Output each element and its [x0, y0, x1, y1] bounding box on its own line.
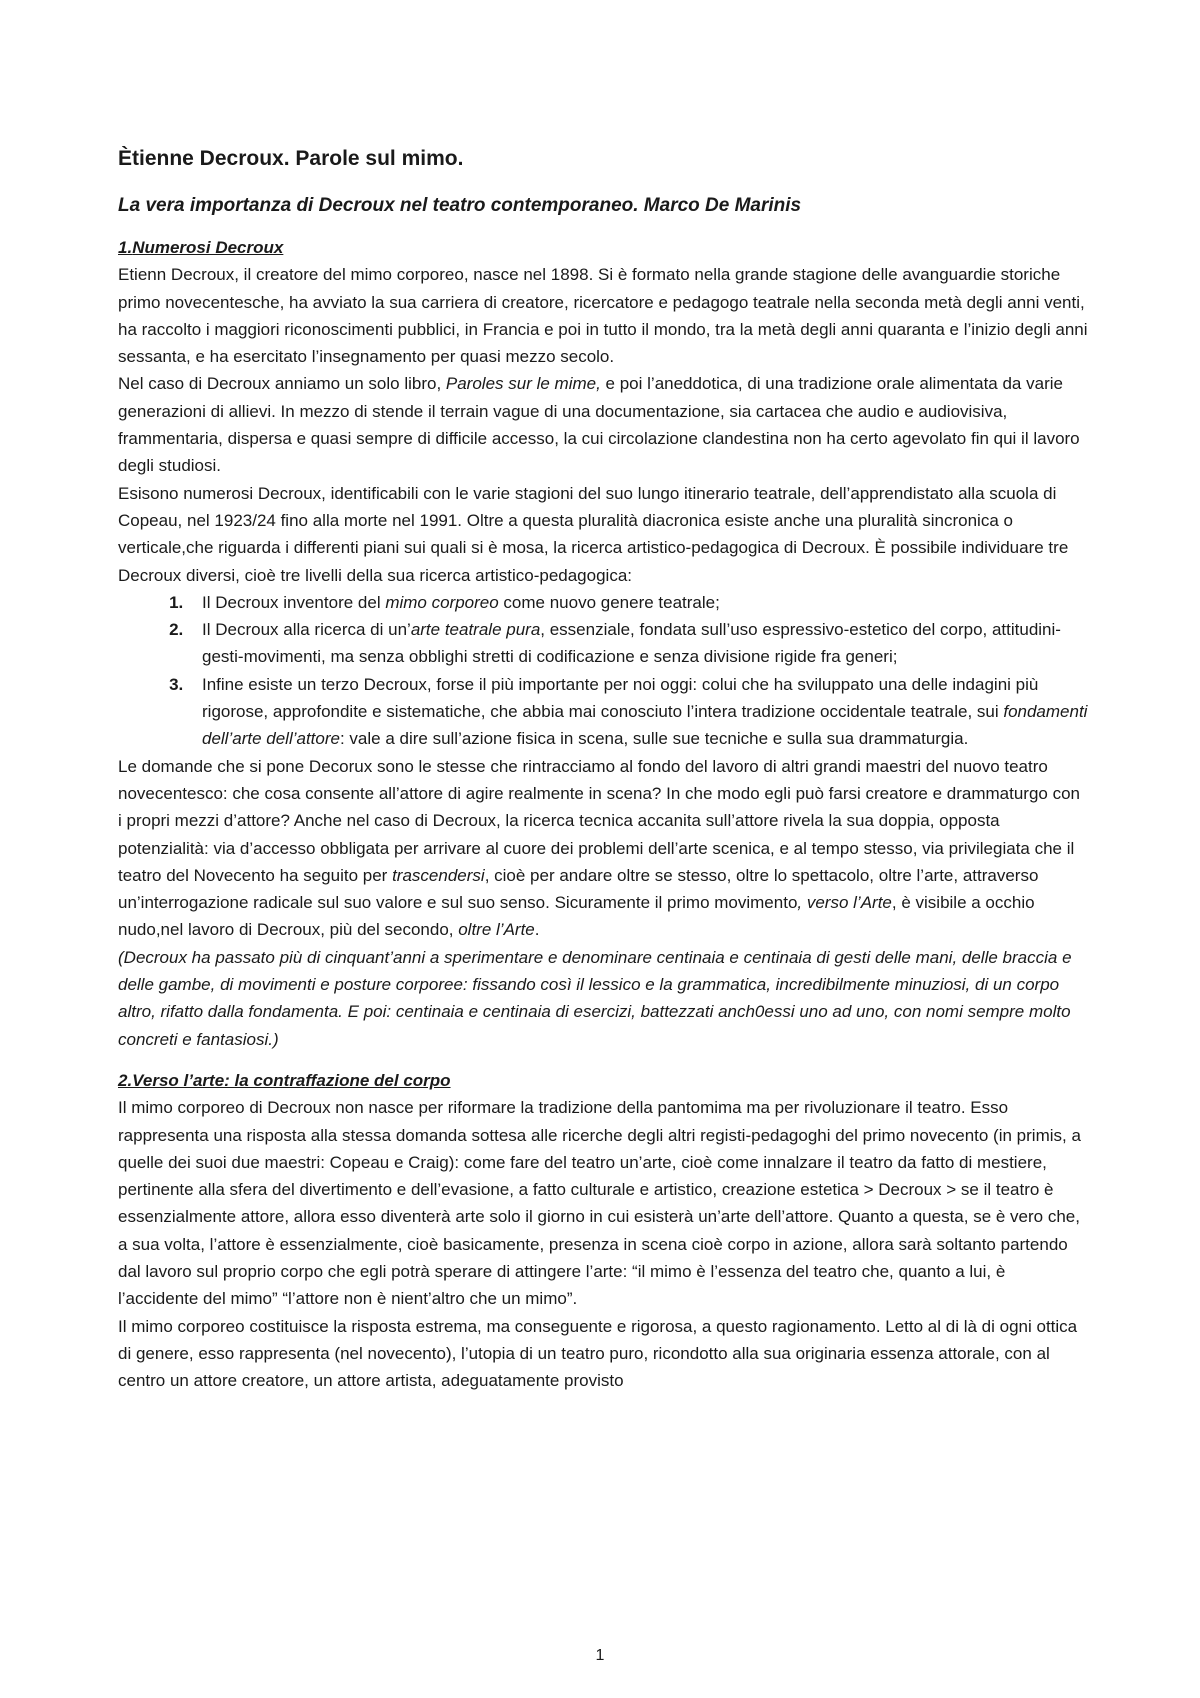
text-span: Il Decroux alla ricerca di un’: [202, 620, 411, 640]
document-subtitle: La vera importanza di Decroux nel teatro contemporaneo. Marco De Marinis: [118, 195, 802, 216]
document-page: [118, 144, 1088, 1394]
section-2-heading: [118, 1067, 1088, 1094]
paragraph: [118, 370, 1088, 479]
section-1-heading-text: [118, 238, 283, 257]
paragraph: Etienn Decroux, il creatore del mimo corporeo, nasce nel 1898. Si è formato nella grande stagione delle avanguardie storiche primo novecentesche, ha avviato la sua carriera di creatore, ricercatore e pedagogo teatrale nella seconda metà degli anni venti, ha raccolto i maggiori riconoscimenti pubblici, in Francia e poi in tutto il mondo, tra la metà degli anni quaranta e l’inizio degli anni sessanta, e ha esercitato l’insegnamento per quasi mezzo secolo.: [118, 265, 1088, 367]
text-span: e poi l’aneddotica, di una tradizione orale alimentata da varie generazioni di allievi. In mezzo di stende il terrain vague di una documentazione, sia cartacea che audio e audiovisiva, frammentaria, dispersa e quasi sempre di difficile accesso, la cui circolazione clandestina non ha certo agevolato fin qui il lavoro degli studiosi.: [118, 374, 1080, 476]
list-item: [188, 589, 1088, 616]
text-span: Il Decroux inventore del: [202, 592, 386, 612]
book-title: Paroles sur le mime,: [445, 374, 601, 394]
text-span: Infine esiste un terzo Decroux, forse il più importante per noi oggi: colui che ha sviluppato una delle indagini più rigorose, approfondite e sistematiche, che abbia mai conosciuto l’intera tradizione occidentale teatrale, sui: [202, 674, 1039, 722]
section-1-heading: [118, 234, 1088, 261]
section-1-number: 1.: [118, 238, 133, 257]
emphasis: (Decroux ha passato più di cinquant’anni a sperimentare e denominare centinaia e centinaia di gesti delle mani, delle braccia e delle gambe, di movimenti e posture corporee: fissando così il lessico e la grammatica, incredibilmente minuziosi, di un corpo altro, rifatto dalla fondamenta. E poi: centinaia e centinaia di esercizi, battezzati anch0essi uno ad uno, con nomi sempre molto concreti e fantasiosi.): [118, 947, 1072, 1049]
document-title: Ètienne Decroux. Parole sul mimo.: [118, 147, 464, 170]
text-span: , essenziale, fondata sull’uso espressivo-estetico del corpo, attitudini-gesti-movimenti, ma senza obblighi stretti di codificazione e senza divisione rigide fra generi;: [202, 620, 1061, 667]
text-span: , è visibile a occhio nudo,nel lavoro di Decroux, più del secondo,: [118, 893, 1035, 940]
emphasis: , verso l’Arte: [797, 893, 892, 913]
document-body: [118, 234, 1088, 1394]
text-span: , cioè per andare oltre se stesso, oltre lo spettacolo, oltre l’arte, attraverso un’interrogazione radicale sul suo valore e sul suo senso. Sicuramente il primo movimento: [118, 865, 1039, 913]
paragraph: Il mimo corporeo di Decroux non nasce per riformare la tradizione della pantomima ma per rivoluzionare il teatro. Esso rappresenta una risposta alla stessa domanda sottesa alle ricerche degli altri registi-pedagoghi del primo novecento (in primis, a quelle dei suoi due maestri: Copeau e Craig): come fare del teatro un’arte, cioè come innalzare il teatro da fatto di mestiere, pertinente alla sfera del divertimento e dell’evasione, a fatto culturale e artistico, creazione estetica > Decroux > se il teatro è essenzialmente attore, allora esso diventerà arte solo il giorno in cui esisterà un’arte dell’attore. Quanto a questa, se è vero che, a sua volta, l’attore è essenzialmente, cioè basicamente, presenza in scena cioè corpo in azione, allora sarà soltanto partendo dal lavoro sul proprio corpo che egli potrà sperare di attingere l’arte: “il mimo è l’essenza del teatro che, quanto a lui, è l’accidente del mimo” “l’attore non è nient’altro che un mimo”.: [118, 1098, 1081, 1309]
emphasis: trascendersi: [392, 865, 485, 885]
emphasis: oltre l’Arte: [458, 920, 535, 940]
emphasis: arte teatrale pura: [410, 620, 541, 640]
italic-paragraph: [118, 944, 1088, 1053]
spacer: [118, 1053, 1088, 1067]
section-2-title: 2.Verso l’arte: la contraffazione del corpo: [118, 1070, 451, 1090]
paragraph: [118, 753, 1088, 944]
list-item: [188, 616, 1088, 671]
section-1-title: Numerosi Decroux: [132, 238, 284, 257]
emphasis: mimo corporeo: [385, 592, 499, 612]
paragraph: Il mimo corporeo costituisce la risposta estrema, ma conseguente e rigorosa, a questo ragionamento. Letto al di là di ogni ottica di genere, esso rappresenta (nel novecento), l’utopia di un teatro puro, ricondotto alla sua originaria essenza attorale, con al centro un attore creatore, un attore artista, adeguatamente provisto: [118, 1316, 1078, 1391]
text-span: Nel caso di Decroux anniamo un solo libro,: [118, 374, 446, 394]
emphasis: fondamenti dell’arte dell’attore: [202, 702, 1088, 749]
text-span: Le domande che si pone Decorux sono le stesse che rintracciamo al fondo del lavoro di altri grandi maestri del nuovo teatro novecentesco: che cosa consente all’attore di agire realmente in scena? In che modo egli può farsi creatore e drammaturgo con i propri mezzi d’attore? Anche nel caso di Decroux, la ricerca tecnica accanita sull’attore rivela la sua doppia, opposta potenzialità: via d’accesso obbligata per arrivare al cuore dei problemi dell’arte scenica, e al tempo stesso, via privilegiata che il teatro del Novecento ha seguito per: [118, 756, 1080, 885]
text-span: come nuovo genere teatrale;: [498, 592, 720, 612]
list-item: [188, 671, 1088, 753]
paragraph: Esisono numerosi Decroux, identificabili con le varie stagioni del suo lungo itinerario teatrale, dell’apprendistato alla scuola di Copeau, nel 1923/24 fino alla morte nel 1991. Oltre a questa pluralità diacronica esiste anche una pluralità sincronica o verticale,che riguarda i differenti piani sui quali si è mosa, la ricerca artistico-pedagogica di Decroux. È possibile individuare tre Decroux diversi, cioè tre livelli della sua ricerca artistico-pedagogica:: [118, 483, 1069, 585]
page-number: 1: [595, 1647, 605, 1664]
numbered-list: [118, 589, 1088, 753]
text-span: : vale a dire sull’azione fisica in scena, sulle sue tecniche e sulla sua drammaturgia.: [339, 729, 969, 749]
text-span: .: [534, 920, 540, 940]
